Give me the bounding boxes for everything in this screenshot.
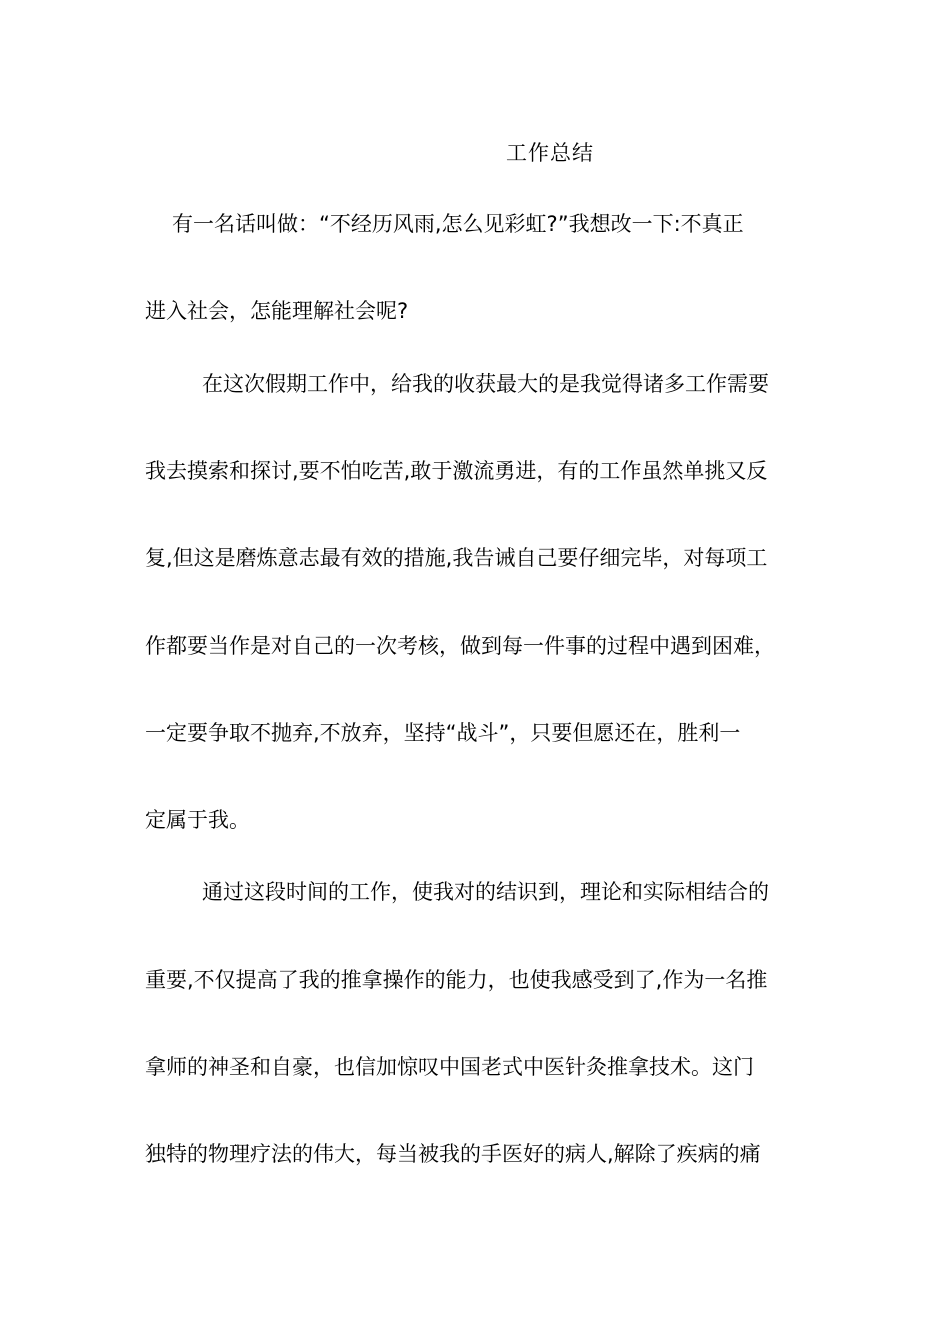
paragraph-line-12: 独特的物理疗法的伟大，每当被我的手医好的病人,解除了疾病的痛 <box>145 1142 761 1166</box>
paragraph-line-8: 定属于我。 <box>145 808 250 832</box>
paragraph-line-6: 作都要当作是对自己的一次考核，做到每一件事的过程中遇到困难， <box>145 634 775 658</box>
paragraph-line-5: 复,但这是磨炼意志最有效的措施,我告诫自己要仔细完毕，对每项工 <box>145 546 768 570</box>
paragraph-line-10: 重要,不仅提高了我的推拿操作的能力，也使我感受到了,作为一名推 <box>145 968 768 992</box>
paragraph-line-7: 一定要争取不抛弃,不放弃，坚持“战斗”，只要但愿还在，胜利一 <box>145 721 741 745</box>
paragraph-line-4: 我去摸索和探讨,要不怕吃苦,敢于激流勇进，有的工作虽然单挑又反 <box>145 459 768 483</box>
paragraph-line-11: 拿师的神圣和自豪，也信加惊叹中国老式中医针灸推拿技术。这门 <box>145 1055 754 1079</box>
paragraph-line-9: 通过这段时间的工作，使我对的结识到，理论和实际相结合的 <box>202 880 769 904</box>
paragraph-line-1: 有一名话叫做：“不经历风雨,怎么见彩虹?”我想改一下:不真正 <box>172 212 744 236</box>
paragraph-line-2: 进入社会，怎能理解社会呢? <box>145 299 409 323</box>
document-title: 工作总结 <box>506 141 594 165</box>
paragraph-line-3: 在这次假期工作中，给我的收获最大的是我觉得诸多工作需要 <box>202 372 769 396</box>
